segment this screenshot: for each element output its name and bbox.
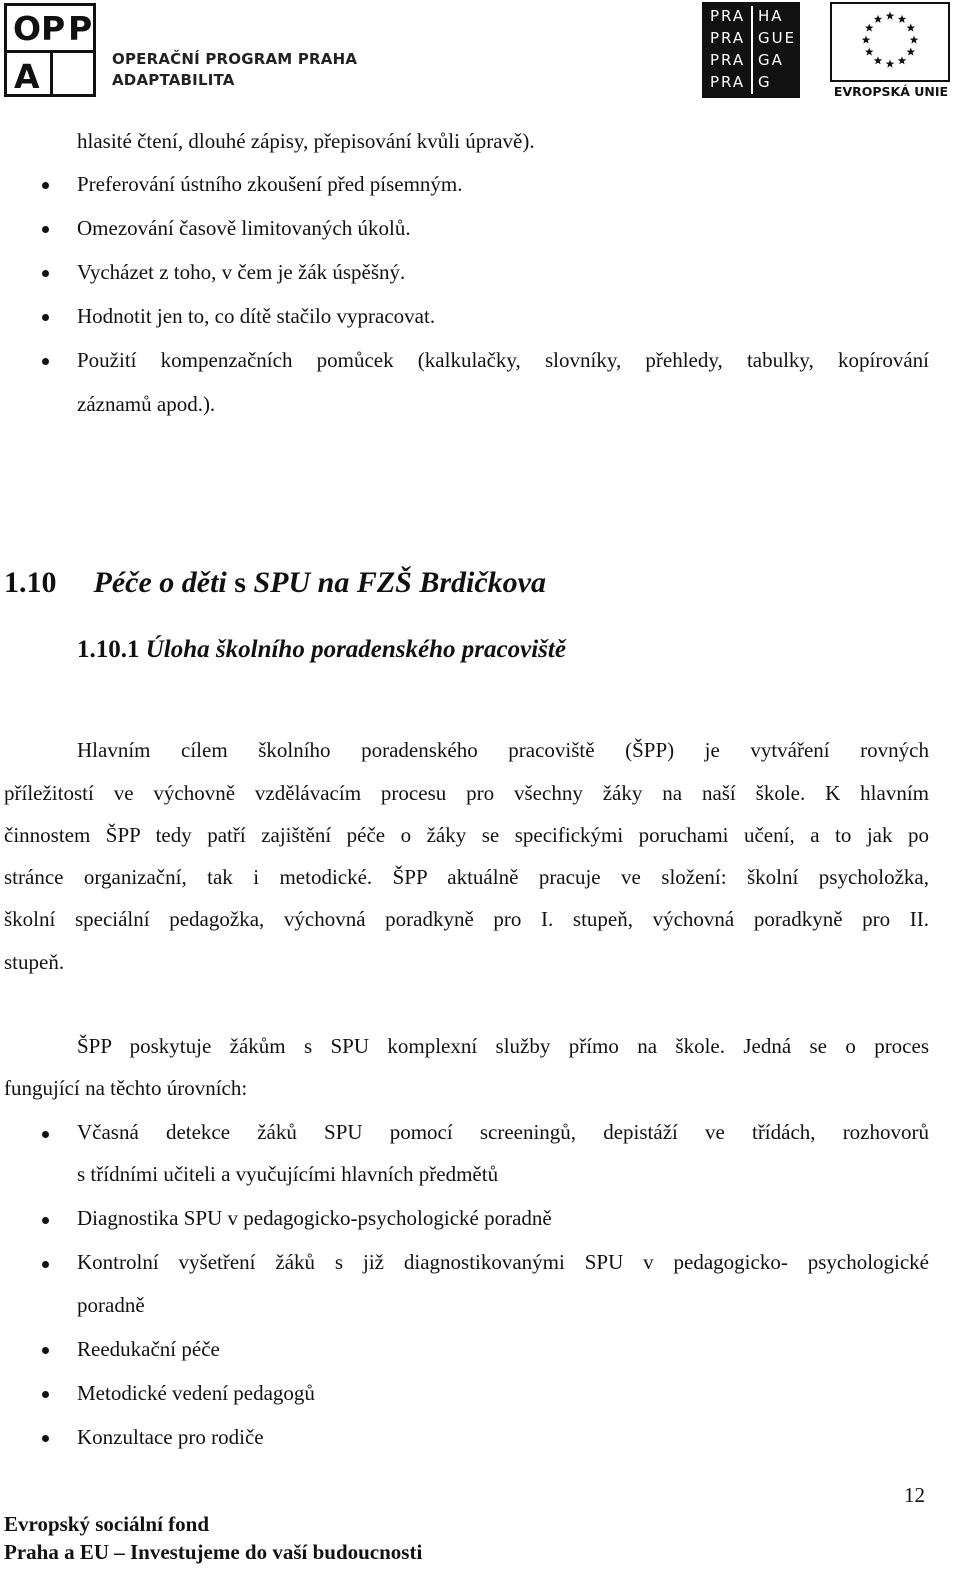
praha-cell: GA (758, 51, 784, 69)
section-title-part: Péče o děti (93, 566, 227, 599)
paragraph-line: příležitostí ve výchovně vzdělávacím procesu pro všechny žáky na naší škole. K hlavním (4, 781, 929, 805)
bullet-icon (42, 1391, 49, 1398)
paragraph-line: školní speciální pedagožka, výchovná poradkyně pro I. stupeň, výchovná poradkyně pro II. (4, 907, 929, 931)
opp-letter-o: O (13, 9, 42, 48)
bullet-icon (42, 1435, 49, 1442)
eu-star-icon (898, 15, 907, 23)
list-item: Metodické vedení pedagogů (77, 1381, 315, 1405)
list-item: Použití kompenzačních pomůcek (kalkulačky, slovníky, přehledy, tabulky, kopírování (77, 348, 929, 372)
praha-cell: G (758, 73, 772, 91)
eu-star-icon (865, 48, 874, 56)
opp-letter-p1: P (41, 9, 66, 48)
eu-stars-icon (832, 4, 948, 80)
eu-star-icon (910, 36, 919, 44)
list-item: Reedukační péče (77, 1337, 220, 1361)
praha-cell: PRA (710, 51, 746, 69)
bullet-icon (42, 1217, 49, 1224)
footer-fund: Evropský sociální fond (4, 1512, 210, 1536)
opp-letter-a: A (14, 57, 40, 96)
list-item: Vycházet z toho, v čem je žák úspěšný. (77, 260, 406, 284)
paragraph-line: činnostem ŠPP tedy patří zajištění péče o žáky se specifickými poruchami učení, a to jak po (4, 823, 929, 847)
list-item-continuation: s třídními učiteli a vyučujícími hlavních předmětů (77, 1162, 499, 1186)
praha-cell: PRA (710, 73, 746, 91)
eu-star-icon (898, 56, 907, 64)
eu-star-icon (886, 60, 895, 68)
continuation-text: hlasité čtení, dlouhé zápisy, přepisování kvůli úpravě). (77, 129, 535, 153)
eu-star-icon (907, 48, 916, 56)
paragraph-line: stránce organizační, tak i metodické. ŠPP aktuálně pracuje ve složení: školní psycholožka, (4, 865, 929, 889)
eu-star-icon (907, 24, 916, 32)
praha-cell: GUE (758, 29, 797, 47)
subsection-heading (77, 637, 566, 662)
bullet-icon (42, 358, 49, 365)
list-item: Konzultace pro rodiče (77, 1425, 264, 1449)
paragraph-line: ŠPP poskytuje žákům s SPU komplexní služby přímo na škole. Jedná se o proces (77, 1034, 929, 1058)
paragraph-line: stupeň. (4, 950, 65, 974)
list-item: Omezování časově limitovaných úkolů. (77, 216, 411, 240)
paragraph-line: Hlavním cílem školního poradenského pracoviště (ŠPP) je vytváření rovných (77, 738, 929, 762)
list-item-continuation: záznamů apod.). (77, 392, 216, 416)
opp-program-subtitle: ADAPTABILITA (112, 71, 235, 89)
section-title-part: s (226, 566, 254, 599)
subsection-number: 1.10.1 (77, 636, 140, 663)
bullet-icon (42, 270, 49, 277)
eu-star-icon (874, 15, 883, 23)
praha-cell: PRA (710, 7, 746, 25)
section-heading (4, 568, 546, 598)
subsection-title: Úloha školního poradenského pracoviště (139, 636, 566, 663)
eu-flag-icon (830, 2, 950, 82)
eu-star-icon (874, 56, 883, 64)
eu-label: EVROPSKÁ UNIE (833, 84, 949, 99)
page-number: 12 (904, 1483, 925, 1507)
list-item-continuation: poradně (77, 1293, 145, 1317)
praha-cell: HA (758, 7, 784, 25)
list-item: Diagnostika SPU v pedagogicko-psychologické poradně (77, 1206, 552, 1230)
praha-divider (751, 6, 753, 94)
footer-slogan: Praha a EU – Investujeme do vaší budoucnosti (4, 1540, 423, 1564)
section-number: 1.10 (4, 566, 57, 599)
eu-star-icon (862, 36, 871, 44)
bullet-icon (42, 182, 49, 189)
bullet-icon (42, 226, 49, 233)
list-item: Kontrolní vyšetření žáků s již diagnostikovanými SPU v pedagogicko- psychologické (77, 1250, 929, 1274)
eu-star-icon (886, 12, 895, 20)
paragraph-line: fungující na těchto úrovních: (4, 1076, 248, 1100)
eu-star-icon (865, 24, 874, 32)
section-title-part: SPU na FZŠ Brdičkova (253, 566, 546, 599)
bullet-icon (42, 1131, 49, 1138)
opp-divider-vertical (50, 50, 53, 94)
praha-cell: PRA (710, 29, 746, 47)
opp-letter-p2: P (68, 9, 93, 48)
list-item: Hodnotit jen to, co dítě stačilo vypracovat. (77, 304, 436, 328)
opp-program-name: OPERAČNÍ PROGRAM PRAHA (112, 50, 358, 68)
bullet-icon (42, 1261, 49, 1268)
bullet-icon (42, 1347, 49, 1354)
opp-logo (4, 3, 96, 97)
praha-logo (702, 2, 800, 98)
list-item: Preferování ústního zkoušení před písemným. (77, 172, 463, 196)
bullet-icon (42, 314, 49, 321)
list-item: Včasná detekce žáků SPU pomocí screeningů, depistáží ve třídách, rozhovorů (77, 1120, 929, 1144)
